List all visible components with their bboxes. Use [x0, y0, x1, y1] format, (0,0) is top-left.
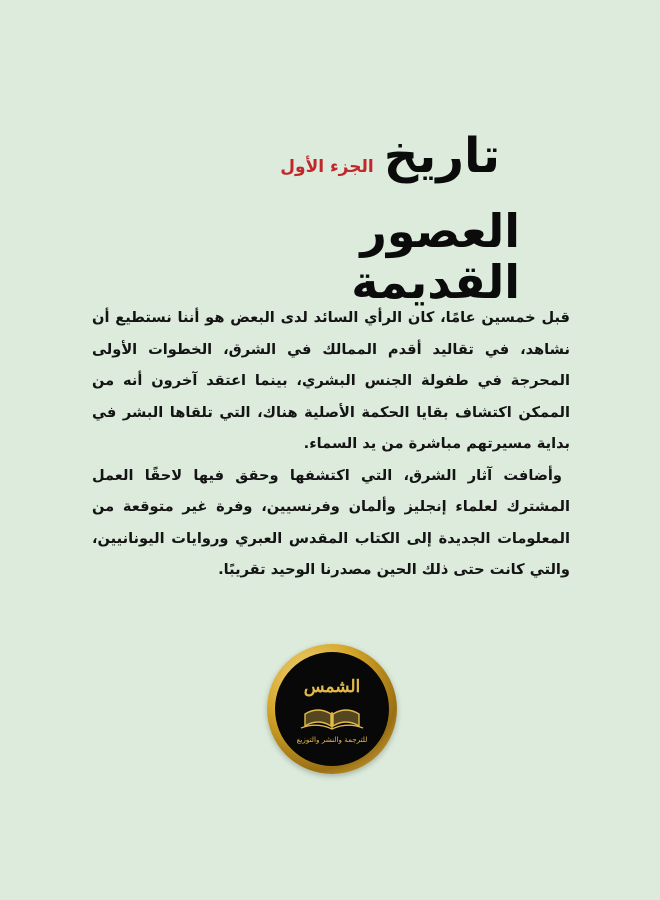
title-word-history: تاريخ: [383, 128, 500, 184]
logo-badge: [275, 652, 389, 766]
publisher-logo: [267, 644, 397, 774]
body-text: [92, 302, 570, 586]
open-book-icon: [301, 710, 363, 729]
title-line-1: [280, 130, 500, 183]
paragraph-2: وأضافت آثار الشرق، التي اكتشفها وحقق فيها لاحقًا العمل المشترك لعلماء إنجليز وألمان وفرنسيين، وفرة غير متوقعة من المعلومات الجديدة إلى الكتاب المقدس العبري وروايات اليونانيين، والتي كانت حتى ذلك الحين مصدرنا الوحيد تقريبًا.: [92, 466, 570, 578]
title-line-2: العصور القديمة: [351, 204, 520, 309]
logo-name: الشمس: [303, 677, 361, 697]
logo-tagline: للترجمة والنشر والتوزيع: [296, 735, 368, 744]
book-title: [180, 128, 540, 309]
paragraph-1: قبل خمسين عامًا، كان الرأي السائد لدى البعض هو أننا نستطيع أن نشاهد، في تقاليد أقدم الممالك في الشرق، الخطوات الأولى المحرجة في طفولة الجنس البشري، بينما اعتقد آخرون أنه من الممكن اكتشاف بقايا الحكمة الأصلية هناك، التي تلقاها البشر في بداية مسيرتهم مباشرة من يد السماء.: [92, 309, 570, 452]
volume-label: الجزء الأول: [280, 157, 374, 177]
